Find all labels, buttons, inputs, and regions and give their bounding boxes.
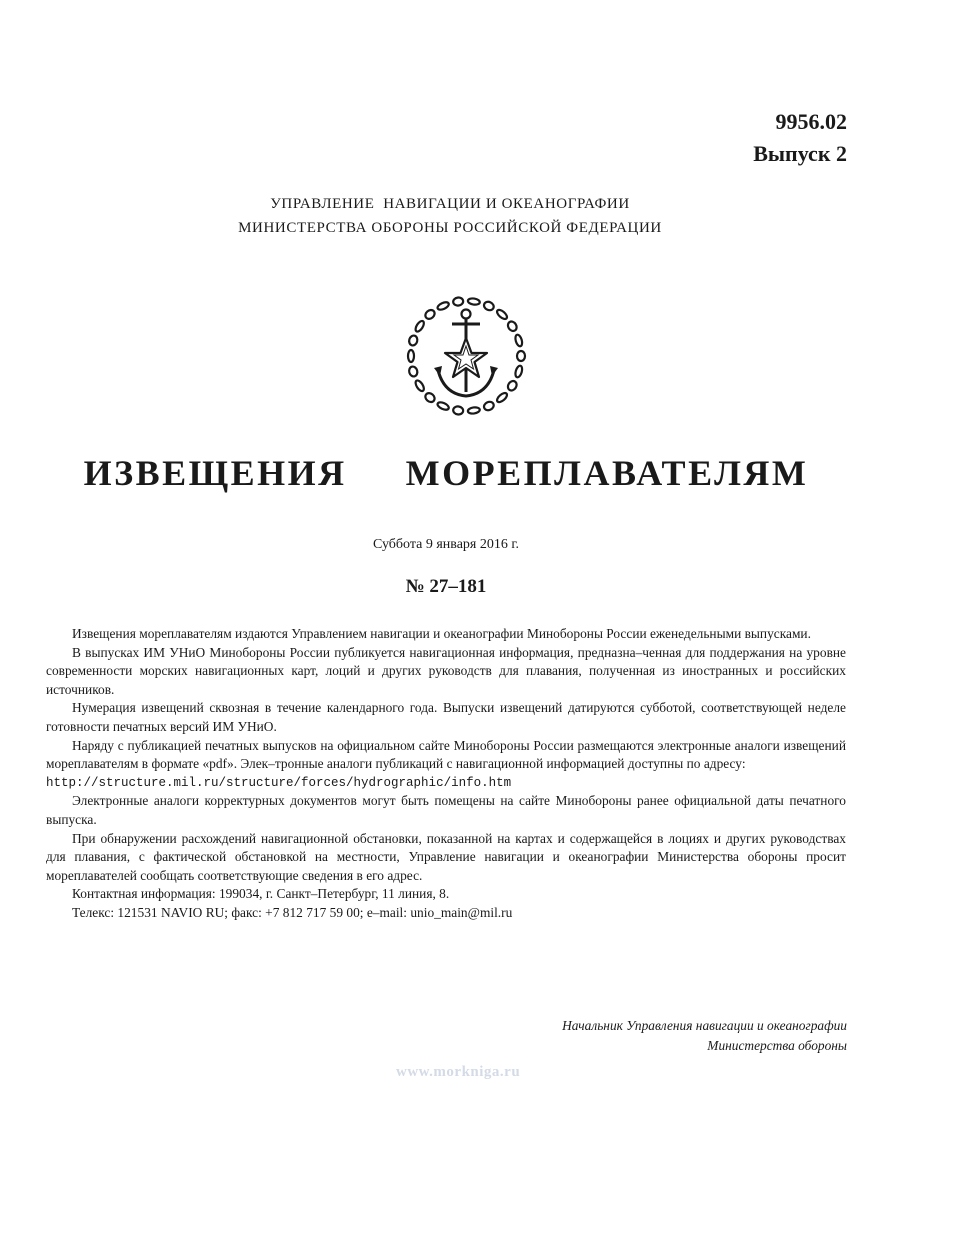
chain-link [514,365,523,378]
signature-line-1: Начальник Управления навигации и океанографии [562,1018,847,1033]
chain-link [496,308,509,320]
page-title: ИЗВЕЩЕНИЯ МОРЕПЛАВАТЕЛЯМ [83,453,809,493]
chain-link [436,301,449,311]
chain-link [414,379,426,392]
paragraph: При обнаружении расхождений навигационной обстановки, показанной на картах и содержащейся в лоциях и других руководствах для плавания, с фактической обстановкой на местности, Управление навигации и океанографии Министерства обороны просит мореплавателей сообщать соответствующие сведения в его адрес. [46,830,846,883]
signature-block [562,1016,847,1056]
chain-link [467,298,480,306]
chain-link [506,320,518,333]
signature-line-2: Министерства обороны [707,1038,847,1053]
paragraph: Наряду с публикацией печатных выпусков на официальном сайте Минобороны России размещаются электронные аналоги извещений мореплавателям в формате «pdf». Элек–тронные аналоги публикаций с навигационной информацией доступны по адресу: [46,737,846,772]
chain-link [453,406,464,415]
chain-link [483,300,495,311]
paragraph: Нумерация извещений сквозная в течение календарного года. Выпуски извещений датируются субботой, соответствующей неделе готовности печатных версий ИМ УНиО. [46,700,846,734]
chain-link [414,320,426,333]
body-text [46,625,846,923]
organization-line-1: УПРАВЛЕНИЕ НАВИГАЦИИ И ОКЕАНОГРАФИИ [270,196,630,212]
document-code: 9956.02 [775,109,847,134]
chain-link [408,366,418,378]
chain-link [506,379,518,392]
chain-link [408,350,414,362]
paragraph: Извещения мореплавателям издаются Управлением навигации и океанографии Минобороны России еженедельными выпусками. [72,626,811,641]
chain-link [467,407,480,415]
organization-block [0,192,900,240]
telex-fax-email: Телекс: 121531 NAVIO RU; факс: +7 812 717 59 00; e–mail: unio_main@mil.ru [72,904,513,920]
paragraph: В выпусках ИМ УНиО Минобороны России публикуется навигационная информация, предназна–ченная для поддержания на уровне современности морских навигационных карт, лоций и других руководств для плавания, полученная из иностранных и российских источников. [46,644,846,697]
chain-link [496,391,509,403]
chain-link [436,401,449,411]
website-link[interactable]: http://structure.mil.ru/structure/forces/hydrographic/info.htm [46,775,512,790]
issue-number: № 27–181 [405,576,487,597]
chain-link [453,297,464,306]
chain-link [408,335,418,347]
chain-link [424,308,437,321]
chain-link [483,400,495,411]
contact-info: Контактная информация: 199034, г. Санкт–Петербург, 11 линия, 8. [72,886,450,902]
document-header [753,106,847,170]
issue-label: Выпуск 2 [753,141,847,166]
chain-link [514,334,523,347]
chain-link [424,391,437,404]
issue-date: Суббота 9 января 2016 г. [372,537,520,552]
chain-link [517,351,525,361]
paragraph: Электронные аналоги корректурных документов могут быть помещены на сайте Минобороны ранее официальной даты печатного выпуска. [46,793,846,827]
watermark: www.morkniga.ru [396,1064,521,1080]
anchor-star-chain-emblem-icon [404,294,528,418]
organization-line-2: МИНИСТЕРСТВА ОБОРОНЫ РОССИЙСКОЙ ФЕДЕРАЦИИ [238,220,662,236]
